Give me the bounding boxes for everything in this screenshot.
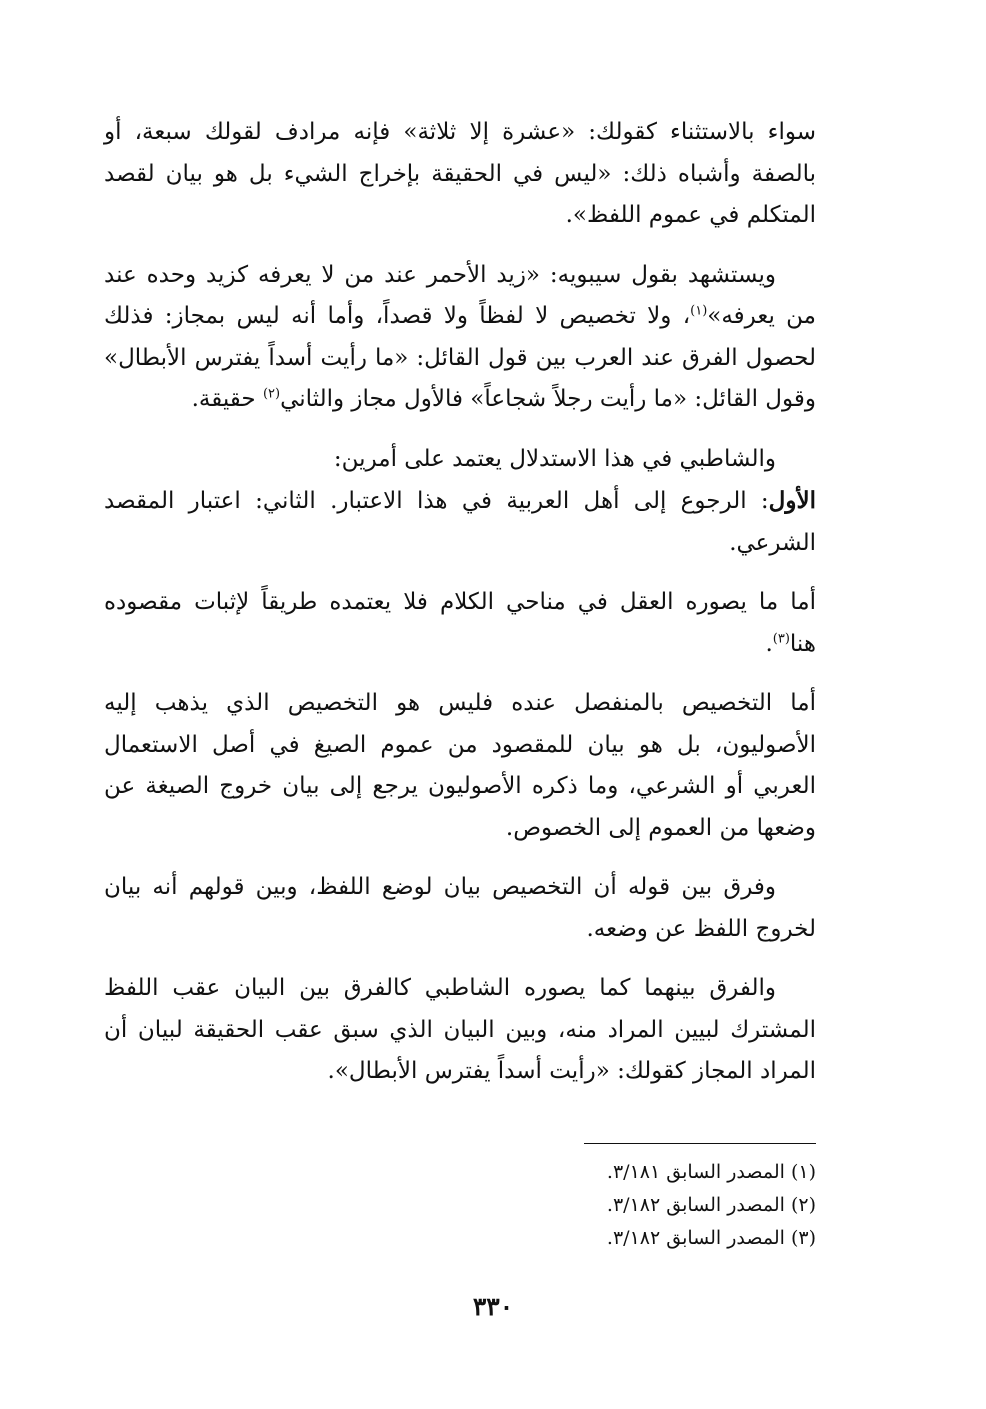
footnotes <box>560 1156 816 1255</box>
paragraph-5-text: أما ما يصوره العقل في مناحي الكلام فلا يعتمده طريقاً لإثبات مقصوده هنا <box>104 589 816 657</box>
paragraph-4 <box>104 480 816 564</box>
paragraph-6 <box>104 683 816 849</box>
paragraph-2-part-3: حقيقة. <box>191 386 263 412</box>
footnote-ref-3: (٣) <box>772 630 790 646</box>
paragraph-2-part-1: ويستشهد بقول سيبويه: «زيد الأحمر عند من لا يعرفه كزيد وحده عند من يعرفه» <box>104 261 816 329</box>
paragraph-6-text: أما التخصيص بالمنفصل عنده فليس هو التخصيص الذي يذهب إليه الأصوليون، بل هو بيان للمقصود من عموم الصيغ في أصل الاستعمال العربي أو الشرعي، وما ذكره الأصوليون يرجع إلى بيان خروج الصيغة عن وضعها من العموم إلى الخصوص. <box>104 690 816 841</box>
paragraph-2-part-2: ، ولا تخصيص لا لفظاً ولا قصداً، وأما أنه ليس بمجاز: فذلك لحصول الفرق عند العرب بين قول القائل: «ما رأيت أسداً يفترس الأبطال» وقول القائل: «ما رأيت رجلاً شجاعاً» فالأول مجاز والثاني <box>104 303 816 412</box>
paragraph-2 <box>104 255 816 421</box>
footnote-2: (٢) المصدر السابق ٣/١٨٢. <box>606 1194 816 1216</box>
page-number: ٣٣٠ <box>472 1292 514 1321</box>
footnote-3: (٣) المصدر السابق ٣/١٨٢. <box>606 1227 816 1249</box>
paragraph-1-text: سواء بالاستثناء كقولك: «عشرة إلا ثلاثة» فإنه مرادف لقولك سبعة، أو بالصفة وأشباه ذلك: «ليس في الحقيقة بإخراج الشيء بل هو بيان لقصد المتكلم في عموم اللفظ». <box>104 119 816 228</box>
paragraph-3-text: والشاطبي في هذا الاستدلال يعتمد على أمرين: <box>333 445 776 472</box>
paragraph-7-text: وفرق بين قوله أن التخصيص بيان لوضع اللفظ، وبين قولهم أنه بيان لخروج اللفظ عن وضعه. <box>104 874 816 942</box>
paragraph-4-text: : الرجوع إلى أهل العربية في هذا الاعتبار. الثاني: اعتبار المقصد الشرعي. <box>104 488 816 556</box>
paragraph-5-end: . <box>765 630 773 657</box>
footnote-1: (١) المصدر السابق ٣/١٨١. <box>606 1161 816 1183</box>
paragraph-8-text: والفرق بينهما كما يصوره الشاطبي كالفرق بين البيان عقب اللفظ المشترك لبيين المراد منه، وبين البيان الذي سبق عقب الحقيقة لبيان أن المراد المجاز كقولك: «رأيت أسداً يفترس الأبطال». <box>104 975 816 1084</box>
paragraph-1 <box>104 112 816 237</box>
paragraph-5 <box>104 582 816 665</box>
footnote-separator <box>584 1143 816 1144</box>
footnote-ref-1: (١) <box>690 303 708 319</box>
paragraph-3 <box>104 439 816 481</box>
paragraph-8 <box>104 968 816 1093</box>
main-text <box>104 112 816 1111</box>
footnote-ref-2: (٢) <box>262 386 281 402</box>
paragraph-4-label: الأول <box>768 487 816 514</box>
paragraph-7 <box>104 867 816 950</box>
